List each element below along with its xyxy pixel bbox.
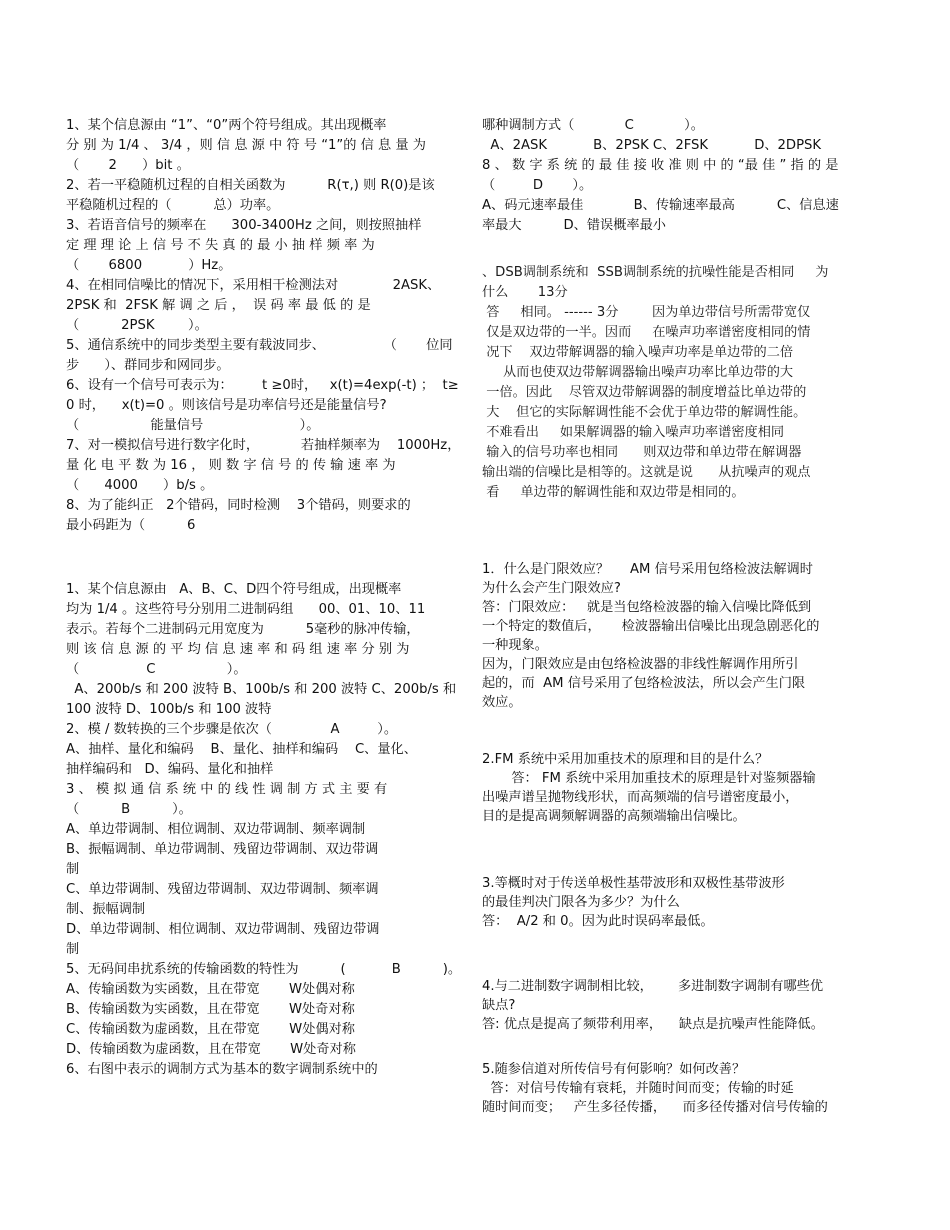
text-line: 随时间而变； 产生多径传播， 而多径传播对信号传输的 [482,1100,828,1115]
text-line: 2、模 / 数转换的三个步骤是依次（ A ）。 [66,722,398,737]
text-line: 步 ）、群同步和网同步。 [66,358,230,373]
text-line: 仅是双边带的一半。因而 在噪声功率谱密度相同的情 [482,325,811,340]
text-line: 不难看出 如果解调器的输入噪声功率谱密度相同 [482,425,785,440]
text-line: 2PSK 和 2FSK 解 调 之 后 ， 误 码 率 最 低 的 是 [66,298,371,313]
text-line: 哪种调制方式（ C ）。 [482,118,704,133]
text-line: 、DSB调制系统和 SSB调制系统的抗噪性能是否相同 为 [482,265,829,280]
text-line: 什么 13分 [482,285,568,300]
text-line: 4、在相同信噪比的情况下，采用相干检测法对 2ASK、 [66,278,441,293]
text-line: C、单边带调制、残留边带调制、双边带调制、频率调 [66,882,379,897]
text-line: A、传输函数为实函数，且在带宽 W处偶对称 [66,982,355,997]
text-line: A、抽样、量化和编码 B、量化、抽样和编码 C、量化、 [66,742,417,757]
text-line: 3 、 模 拟 通 信 系 统 中 的 线 性 调 制 方 式 主 要 有 [66,782,388,797]
text-line: 看 单边带的解调性能和双边带是相同的。 [482,485,745,500]
text-line: B、振幅调制、单边带调制、残留边带调制、双边带调 [66,842,379,857]
decision-threshold-answer [482,874,868,931]
text-line: （ 4000 ）b/s 。 [66,478,214,493]
text-line: 答：对信号传输有衰耗，并随时间而变；传输的时延 [482,1081,794,1096]
text-line: 表示。若每个二进制码元用宽度为 5毫秒的脉冲传输， [66,622,420,637]
text-line: 答: 优点是提高了频带利用率， 缺点是抗噪声性能降低。 [482,1017,824,1032]
text-line: 6、右图中表示的调制方式为基本的数字调制系统中的 [66,1062,378,1077]
text-line: 制 [66,942,80,957]
threshold-effect-answer [482,560,868,712]
text-line: 率最大 D、错误概率最小 [482,218,666,233]
fm-preemphasis-answer [482,750,868,826]
text-line: （ 2PSK ）。 [66,318,208,333]
text-line: （ B ）。 [66,802,192,817]
text-line: 量 化 电 平 数 为 16 ， 则 数 字 信 号 的 传 输 速 率 为 [66,458,396,473]
multiple-choice-continued [482,116,868,236]
text-line: 大 但它的实际解调性能不会优于单边带的解调性能。 [482,405,807,420]
text-line: 输入的信号功率也相同 则双边带和单边带在解调器 [482,445,802,460]
text-line: 0 时， x(t)=0 。则该信号是功率信号还是能量信号? [66,398,387,413]
text-line: 2.FM 系统中采用加重技术的原理和目的是什么？ [482,752,769,767]
text-line: 答： A/2 和 0。因为此时误码率最低。 [482,914,714,929]
text-line: 的最佳判决门限各为多少？为什么 [482,895,680,910]
text-line: B、传输函数为实函数，且在带宽 W处奇对称 [66,1002,355,1017]
text-line: 缺点? [482,998,516,1013]
text-line: 从而也使双边带解调器输出噪声功率比单边带的大 [482,365,794,380]
text-line: 出噪声谱呈抛物线形状，而高频端的信号谱密度最小， [482,790,799,805]
text-line: 平稳随机过程的（ 总）功率。 [66,198,280,213]
text-line: 5、通信系统中的同步类型主要有载波同步、 （ 位同 [66,338,453,353]
text-line: 5、无码间串扰系统的传输函数的特性为 ( B )。 [66,962,462,977]
text-line: 1、某个信息源由 A、B、C、D四个符号组成，出现概率 [66,582,402,597]
text-line: 8 、 数 字 系 统 的 最 佳 接 收 准 则 中 的 “最 佳 ” 指 的 是 [482,158,839,173]
text-line: A、单边带调制、相位调制、双边带调制、频率调制 [66,822,366,837]
text-line: D、单边带调制、相位调制、双边带调制、残留边带调 [66,922,380,937]
text-line: 则 该 信 息 源 的 平 均 信 息 速 率 和 码 组 速 率 分 别 为 [66,642,410,657]
text-line: （ 6800 ）Hz。 [66,258,232,273]
text-line: 抽样编码和 D、编码、量化和抽样 [66,762,274,777]
text-line: 答 相同。 ------ 3分 因为单边带信号所需带宽仅 [482,305,811,320]
text-line: （ C ）。 [66,662,247,677]
text-line: 8、为了能纠正 2个错码，同时检测 3个错码，则要求的 [66,498,411,513]
text-line: 均为 1/4 。这些符号分别用二进制码组 00、01、10、11 [66,602,426,617]
text-line: 效应。 [482,695,522,710]
multiple-choice-questions [66,580,462,1080]
text-line: 1、某个信息源由 “1”、“0”两个符号组成。其出现概率 [66,118,387,133]
text-line: 3、若语音信号的频率在 300-3400Hz 之间，则按照抽样 [66,218,422,233]
text-line: 目的是提高调频解调器的高频端输出信噪比。 [482,809,746,824]
text-line: C、传输函数为虚函数，且在带宽 W处偶对称 [66,1022,355,1037]
text-line: 因为，门限效应是由包络检波器的非线性解调作用所引 [482,657,799,672]
text-line: D、传输函数为虚函数，且在带宽 W处奇对称 [66,1042,356,1057]
text-line: A、码元速率最佳 B、传输速率最高 C、信息速 [482,198,839,213]
text-line: 定 理 理 论 上 信 号 不 失 真 的 最 小 抽 样 频 率 为 [66,238,375,253]
text-line: 5.随参信道对所传信号有何影响？如何改善？ [482,1062,746,1077]
dsb-ssb-answer [482,263,868,503]
text-line: （ 2 ）bit 。 [66,158,190,173]
text-line: 最小码距为（ 6 [66,518,196,533]
text-line: A、200b/s 和 200 波特 B、100b/s 和 200 波特 C、200b/s 和 [66,682,457,697]
text-line: 制、振幅调制 [66,902,146,917]
text-line: 一种现象。 [482,638,548,653]
text-line: 100 波特 D、100b/s 和 100 波特 [66,702,272,717]
text-line: 起的，而 AM 信号采用了包络检波法，所以会产生门限 [482,676,806,691]
fill-in-blank-questions [66,116,461,536]
text-line: 一个特定的数值后， 检波器输出信噪比出现急剧恶化的 [482,619,820,634]
text-line: 1．什么是门限效应？ AM 信号采用包络检波法解调时 [482,562,813,577]
text-line: A、2ASK B、2PSK C、2FSK D、2DPSK [482,138,822,153]
text-line: 7、对一模拟信号进行数字化时， 若抽样频率为 1000Hz， [66,438,461,453]
text-line: 一倍。因此 尽管双边带解调器的制度增益比单边带的 [482,385,807,400]
text-line: 6、设有一个信号可表示为： t ≥0时， x(t)=4exp(-t) ； t≥ [66,378,459,393]
text-line: 分 别 为 1/4 、 3/4 ，则 信 息 源 中 符 号 “1”的 信 息 量 为 [66,138,426,153]
text-line: 2、若一平稳随机过程的自相关函数为 R(τ,) 则 R(0)是该 [66,178,435,193]
text-line: 况下 双边带解调器的输入噪声功率是单边带的二倍 [482,345,794,360]
text-line: 输出端的信噪比是相等的。这就是说 从抗噪声的观点 [482,465,811,480]
text-line: （ D ）。 [482,178,593,193]
text-line: 为什么会产生门限效应? [482,581,621,596]
text-line: 答：门限效应： 就是当包络检波器的输入信噪比降低到 [482,600,812,615]
text-line: 4.与二进制数字调制相比较， 多进制数字调制有哪些优 [482,979,824,994]
text-line: 答： FM 系统中采用加重技术的原理是针对鉴频器输 [482,771,816,786]
text-line: 制 [66,862,80,877]
text-line: 3.等概时对于传送单极性基带波形和双极性基带波形 [482,876,785,891]
text-line: （ 能量信号 ）。 [66,418,320,433]
random-channel-answer [482,1060,868,1117]
mary-modulation-answer [482,977,868,1034]
